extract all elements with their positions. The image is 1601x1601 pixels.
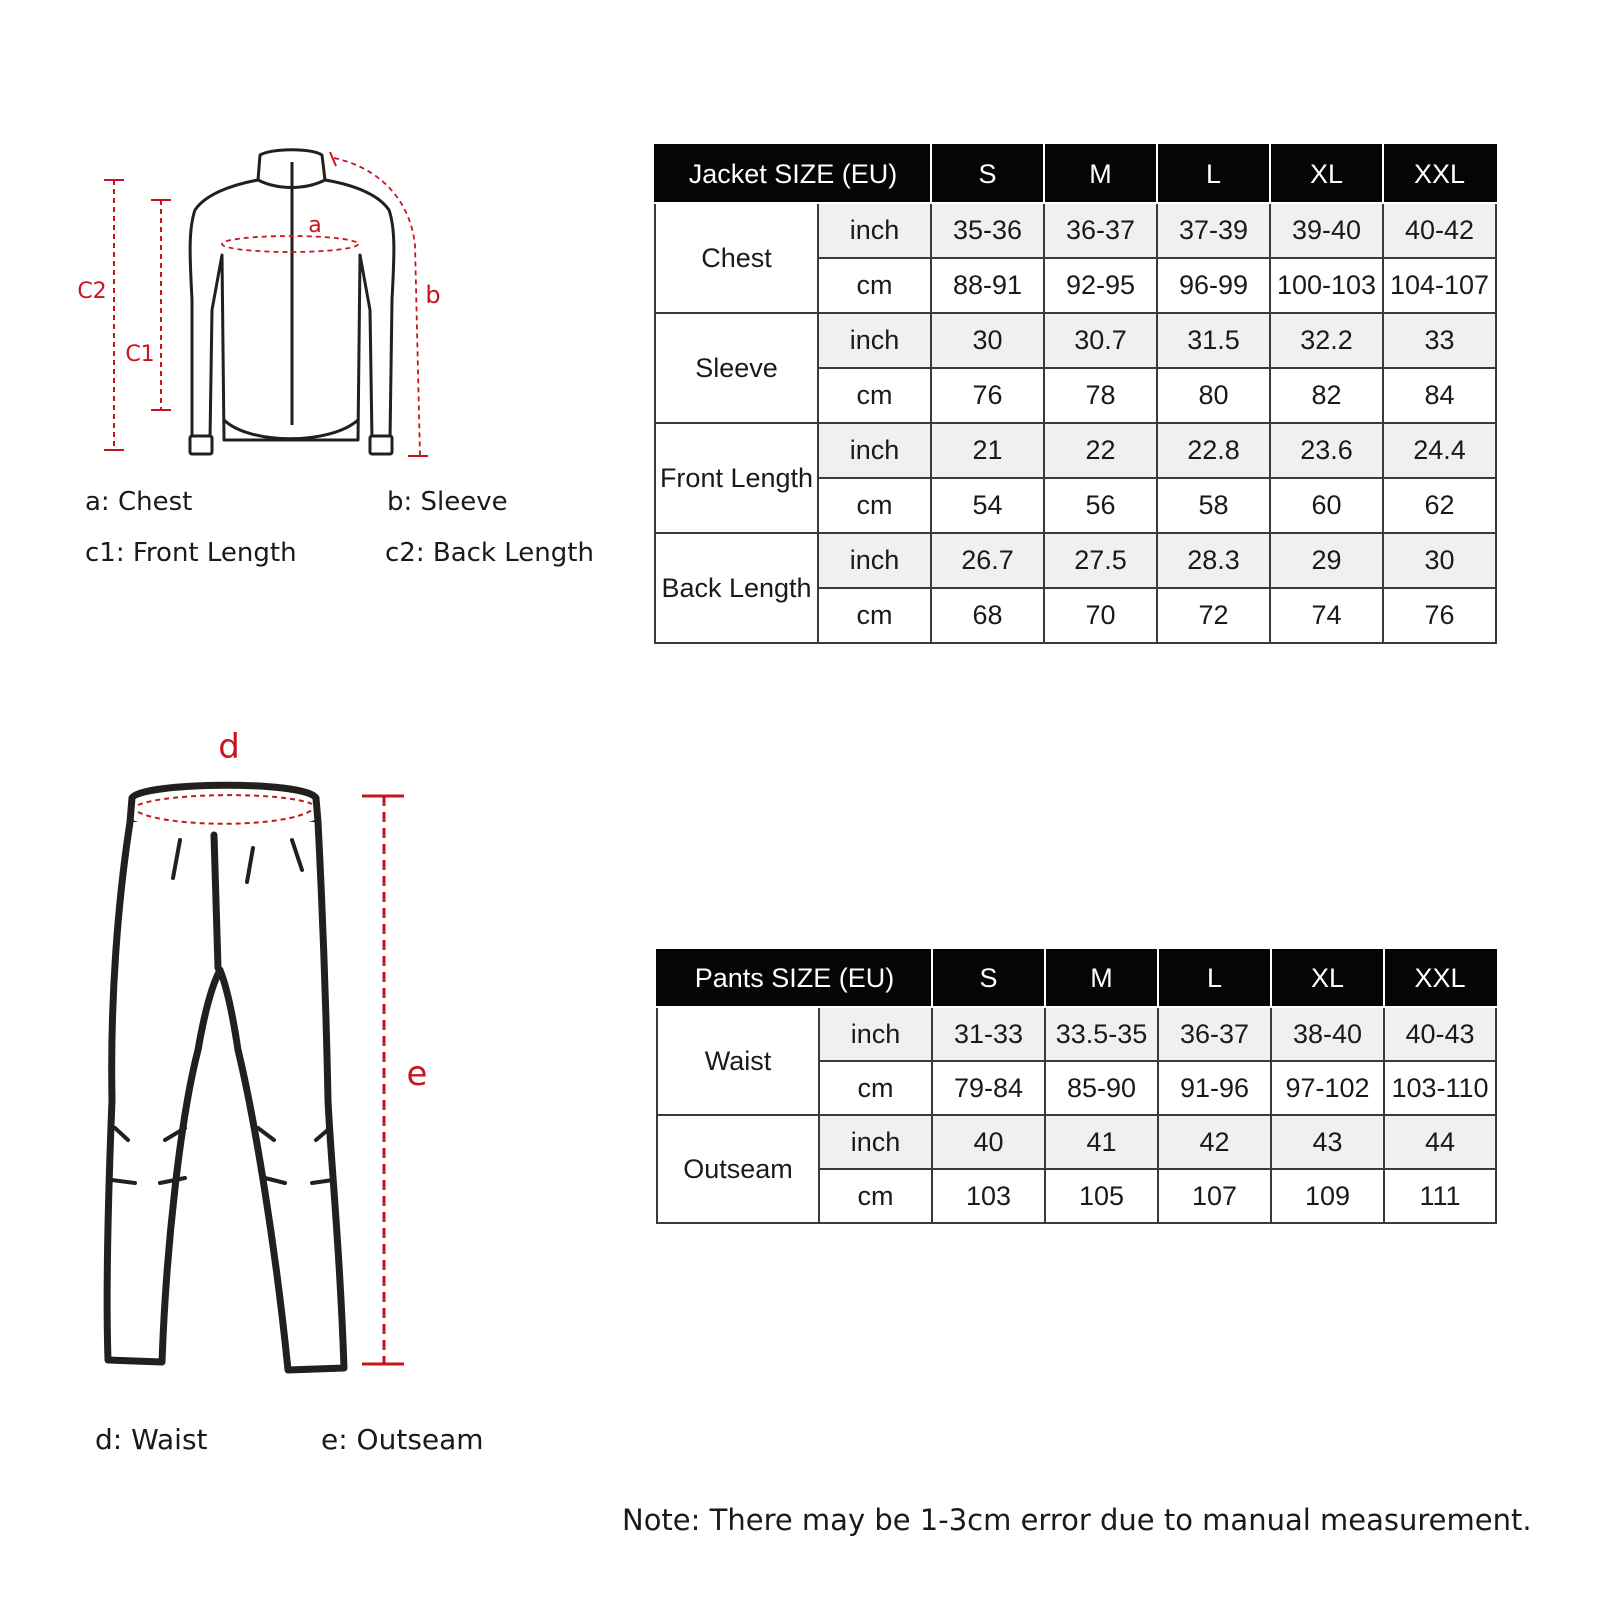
header-cell: M [1045,950,1158,1007]
value-cell: 44 [1384,1115,1496,1169]
value-cell: 32.2 [1270,313,1383,368]
unit-cell: inch [818,533,931,588]
legend-chest: a: Chest [85,487,193,517]
back-length-measure-line [104,180,124,450]
measure-name-cell: Sleeve [655,313,818,423]
outseam-letter: e [406,1054,428,1094]
value-cell: 26.7 [931,533,1044,588]
legend-sleeve: b: Sleeve [387,487,508,517]
unit-cell: cm [818,368,931,423]
measure-name-cell: Back Length [655,533,818,643]
value-cell: 84 [1383,368,1496,423]
measure-name-cell: Chest [655,203,818,313]
value-cell: 97-102 [1271,1061,1384,1115]
value-cell: 78 [1044,368,1157,423]
unit-cell: inch [818,423,931,478]
table-header-row [655,145,1496,203]
value-cell: 68 [931,588,1044,643]
value-cell: 22 [1044,423,1157,478]
unit-cell: inch [818,203,931,258]
outseam-measure-line [362,796,404,1364]
table-row [657,1115,1496,1169]
front-length-letter: C1 [125,342,155,367]
value-cell: 76 [1383,588,1496,643]
header-cell: XL [1270,145,1383,203]
value-cell: 30.7 [1044,313,1157,368]
table-header-row [657,950,1496,1007]
value-cell: 82 [1270,368,1383,423]
value-cell: 30 [1383,533,1496,588]
header-cell: M [1044,145,1157,203]
measure-name-cell: Outseam [657,1115,819,1223]
value-cell: 40-42 [1383,203,1496,258]
back-length-letter: C2 [77,279,107,304]
jacket-size-table [654,144,1497,644]
value-cell: 70 [1044,588,1157,643]
value-cell: 74 [1270,588,1383,643]
front-length-measure-line [151,200,171,410]
header-cell: L [1157,145,1270,203]
value-cell: 30 [931,313,1044,368]
measure-name-cell: Waist [657,1007,819,1115]
chest-letter: a [308,213,322,238]
header-cell: XL [1271,950,1384,1007]
value-cell: 42 [1158,1115,1271,1169]
pants-size-table [656,949,1497,1224]
header-cell: XXL [1383,145,1496,203]
value-cell: 76 [931,368,1044,423]
table-row [655,313,1496,368]
unit-cell: inch [819,1007,932,1061]
value-cell: 54 [931,478,1044,533]
value-cell: 72 [1157,588,1270,643]
header-cell: XXL [1384,950,1496,1007]
value-cell: 23.6 [1270,423,1383,478]
unit-cell: cm [818,258,931,313]
value-cell: 80 [1157,368,1270,423]
value-cell: 39-40 [1270,203,1383,258]
pants-illustration [90,720,450,1390]
value-cell: 31.5 [1157,313,1270,368]
value-cell: 33 [1383,313,1496,368]
value-cell: 38-40 [1271,1007,1384,1061]
value-cell: 36-37 [1158,1007,1271,1061]
pants-outline-icon [107,785,344,1370]
value-cell: 41 [1045,1115,1158,1169]
header-cell: S [932,950,1045,1007]
table-row [655,533,1496,588]
value-cell: 40-43 [1384,1007,1496,1061]
value-cell: 29 [1270,533,1383,588]
value-cell: 103 [932,1169,1045,1223]
value-cell: 22.8 [1157,423,1270,478]
value-cell: 104-107 [1383,258,1496,313]
value-cell: 43 [1271,1115,1384,1169]
value-cell: 107 [1158,1169,1271,1223]
value-cell: 103-110 [1384,1061,1496,1115]
value-cell: 35-36 [931,203,1044,258]
value-cell: 88-91 [931,258,1044,313]
value-cell: 37-39 [1157,203,1270,258]
value-cell: 105 [1045,1169,1158,1223]
measure-name-cell: Front Length [655,423,818,533]
value-cell: 33.5-35 [1045,1007,1158,1061]
value-cell: 21 [931,423,1044,478]
unit-cell: cm [818,588,931,643]
unit-cell: inch [819,1115,932,1169]
legend-back-length: c2: Back Length [385,538,594,568]
table-row [657,1007,1496,1061]
header-cell: S [931,145,1044,203]
value-cell: 36-37 [1044,203,1157,258]
legend-waist: d: Waist [95,1423,208,1456]
jacket-outline-icon [190,150,394,454]
value-cell: 100-103 [1270,258,1383,313]
header-cell: Jacket SIZE (EU) [655,145,931,203]
unit-cell: cm [818,478,931,533]
value-cell: 79-84 [932,1061,1045,1115]
legend-front-length: c1: Front Length [85,538,297,568]
table-row [655,423,1496,478]
value-cell: 60 [1270,478,1383,533]
unit-cell: cm [819,1061,932,1115]
value-cell: 40 [932,1115,1045,1169]
value-cell: 24.4 [1383,423,1496,478]
sleeve-letter: b [425,281,441,309]
waist-letter: d [218,727,240,767]
value-cell: 31-33 [932,1007,1045,1061]
value-cell: 92-95 [1044,258,1157,313]
value-cell: 91-96 [1158,1061,1271,1115]
unit-cell: cm [819,1169,932,1223]
value-cell: 62 [1383,478,1496,533]
value-cell: 27.5 [1044,533,1157,588]
table-row [655,203,1496,258]
header-cell: L [1158,950,1271,1007]
value-cell: 96-99 [1157,258,1270,313]
legend-outseam: e: Outseam [321,1423,484,1456]
value-cell: 56 [1044,478,1157,533]
value-cell: 28.3 [1157,533,1270,588]
value-cell: 58 [1157,478,1270,533]
header-cell: Pants SIZE (EU) [657,950,932,1007]
unit-cell: inch [818,313,931,368]
measurement-note: Note: There may be 1-3cm error due to manual measurement. [622,1503,1532,1537]
value-cell: 85-90 [1045,1061,1158,1115]
jacket-illustration [60,135,480,475]
value-cell: 109 [1271,1169,1384,1223]
value-cell: 111 [1384,1169,1496,1223]
